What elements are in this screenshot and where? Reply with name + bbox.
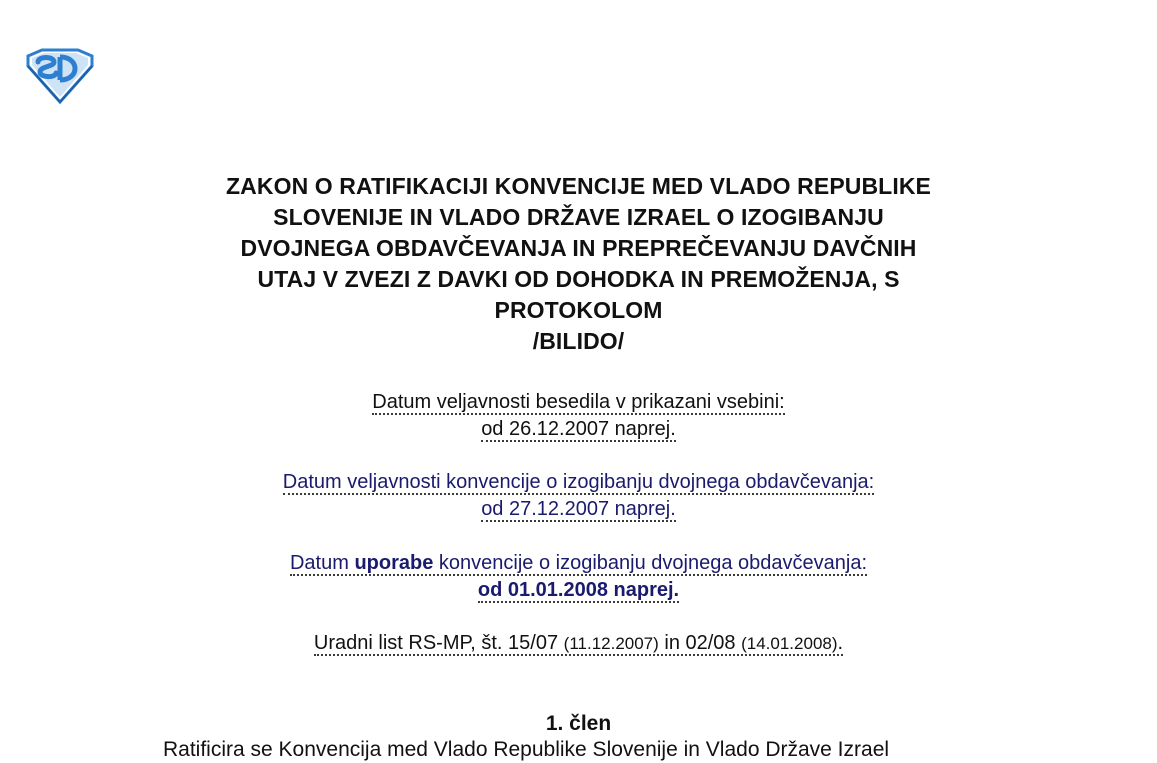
validity-text-label: Datum veljavnosti besedila v prikazani vsebini: [372,391,785,413]
article-heading: 1. člen [545,712,612,735]
application-convention-label: Datum uporabe konvencije o izogibanju dvojnega obdavčevanja: [289,552,868,574]
application-convention-value: od 01.01.2008 naprej. [477,579,680,601]
title-line: /BILIDO/ [532,328,625,354]
title-line: PROTOKOLOM [494,297,663,323]
sd-logo [22,48,96,104]
article-text: Ratificira se Konvencija med Vlado Republike Slovenije in Vlado Države Izrael [163,738,890,761]
validity-text-value: od 26.12.2007 naprej. [481,418,676,440]
title-line: DVOJNEGA OBDAVČEVANJA IN PREPREČEVANJU DAVČNIH [240,235,917,261]
title-line: UTAJ V ZVEZI Z DAVKI OD DOHODKA IN PREMOŽENJA, S [257,266,900,292]
title-line: ZAKON O RATIFIKACIJI KONVENCIJE MED VLADO REPUBLIKE [226,173,931,199]
validity-convention-block [0,469,1157,523]
official-gazette-reference: Uradni list RS-MP, št. 15/07 (11.12.2007) in 02/08 (14.01.2008). [313,632,844,654]
validity-convention-value: od 27.12.2007 naprej. [481,498,676,520]
title-line: SLOVENIJE IN VLADO DRŽAVE IZRAEL O IZOGIBANJU [273,204,884,230]
validity-convention-label: Datum veljavnosti konvencije o izogibanju dvojnega obdavčevanja: [282,471,875,493]
validity-text-block [0,389,1157,443]
document-title [0,171,1157,357]
application-convention-block [0,550,1157,604]
